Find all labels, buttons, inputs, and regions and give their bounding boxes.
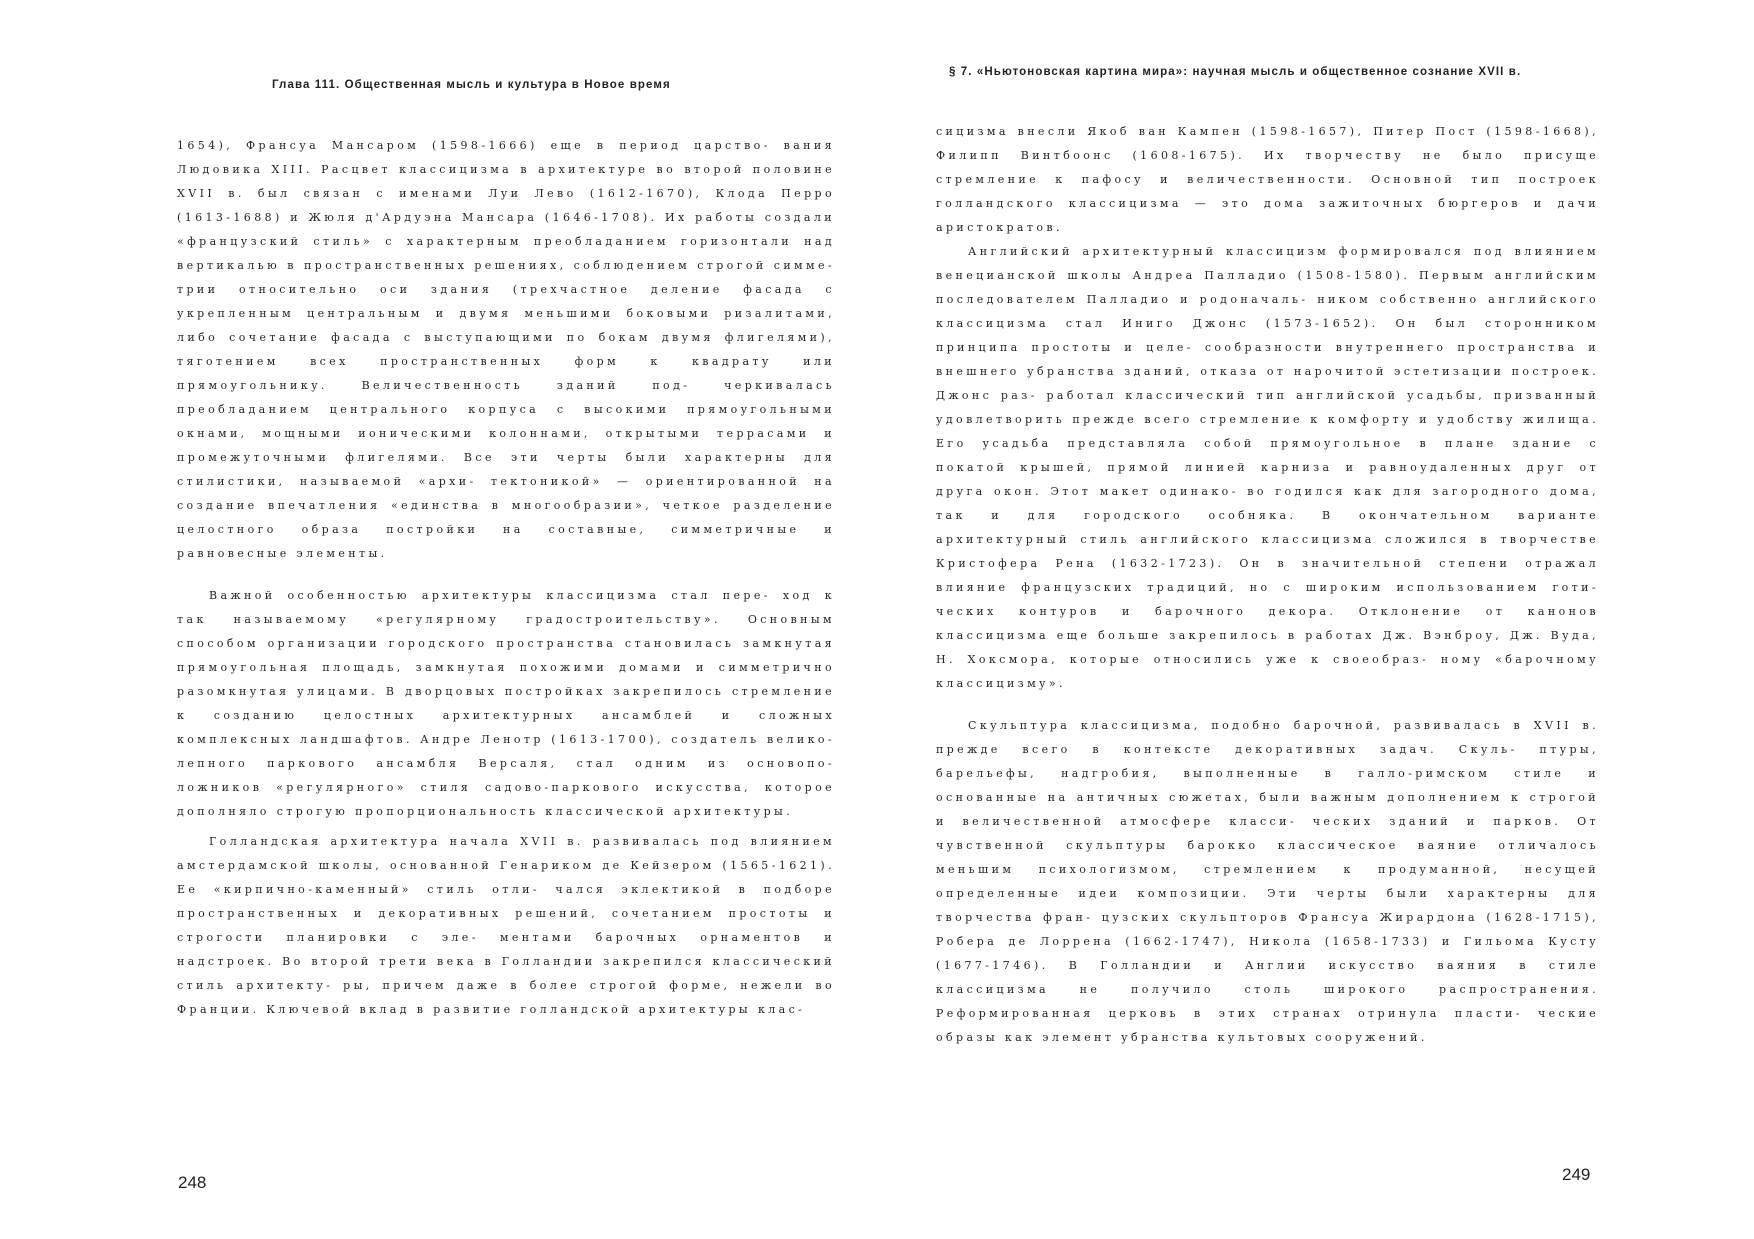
left-body-text <box>177 134 835 1022</box>
left-paragraph-3: Голландская архитектура начала XVII в. развивалась под влиянием амстердамской школы, основанной Генариком де Кейзером (1565-1621). Ее «кирпично-каменный» стиль отли- чался эклектикой в подборе пространственных и декоративных решений, сочетанием простоты и строгости планировки с эле- ментами барочных орнаментов и надстроек. Во второй трети века в Голландии закрепился классический стиль архитекту- ры, причем даже в более строгой форме, нежели во Франции. Ключевой вклад в развитие голландской архитектуры клас- <box>177 835 835 1016</box>
left-page-number: 248 <box>178 1173 207 1192</box>
left-paragraph-2: Важной особенностью архитектуры классицизма стал пере- ход к так называемому «регулярному градостроительству». Основным способом организации городского пространства становилась замкнутая прямоугольная площадь, замкнутая похожими домами и симметрично разомкнутая улицами. В дворцовых постройках закрепилось стремление к созданию целостных архитектурных ансамблей и сложных комплексных ландшафтов. Андре Ленотр (1613-1700), создатель велико- лепного паркового ансамбля Версаля, стал одним из основопо- ложников «регулярного» стиля садово-паркового искусства, которое дополняло строгую пропорциональность классической архитектуры. <box>177 589 835 818</box>
right-running-head: § 7. «Ньютоновская картина мира»: научная мысль и общественное сознание XVII в. <box>949 66 1522 78</box>
right-body-text <box>936 120 1599 1050</box>
right-paragraph-2: Английский архитектурный классицизм формировался под влиянием венецианской школы Андреа Палладио (1508-1580). Первым английским последователем Палладио и родоначаль- ником собственно английского классицизма стал Иниго Джонс (1573-1652). Он был сторонником принципа простоты и целе- сообразности внутреннего пространства и внешнего убранства зданий, отказа от нарочитой эстетизации построек. Джонс раз- работал классический тип английской усадьбы, призванный удовлетворить прежде всего стремление к комфорту и удобству жилища. Его усадьба представляла собой прямоугольное в плане здание с покатой крышей, прямой линией карниза и равноудаленных друг от друга окон. Этот макет одинако- во годился как для загородного дома, так и для городского особняка. В окончательном варианте архитектурный стиль английского классицизма сложился в творчестве Кристофера Рена (1632-1723). Он в значительной степени отражал влияние французских традиций, но с широким использованием готи- ческих контуров и барочного декора. Отклонение от канонов классицизма еще больше закрепилось в работах Дж. Вэнброу, Дж. Вуда, Н. Хоксмора, которые относились уже к своеобраз- ному «барочному классицизму». <box>936 245 1599 690</box>
right-paragraph-3: Скульптура классицизма, подобно барочной, развивалась в XVII в. прежде всего в контексте декоративных задач. Скуль- птуры, барельефы, надгробия, выполненные в галло-римском стиле и основанные на античных сюжетах, были важным дополнением к строгой и величественной атмосфере класси- ческих зданий и парков. От чувственной скульптуры барокко классическое ваяние отличалось меньшим психологизмом, стремлением к продуманной, несущей определенные идеи композиции. Эти черты были характерны для творчества фран- цузских скульпторов Франсуа Жирардона (1628-1715), Робера де Лоррена (1662-1747), Никола (1658-1733) и Гильома Кусту (1677-1746). В Голландии и Англии искусство ваяния в стиле классицизма не получило столь широкого распространения. Реформированная церковь в этих странах отринула пласти- ческие образы как элемент убранства культовых сооружений. <box>936 719 1599 1044</box>
right-paragraph-1: сицизма внесли Якоб ван Кампен (1598-1657), Питер Пост (1598-1668), Филипп Винтбоонс (1608-1675). Их творчеству не было присуще стремление к пафосу и величественности. Основной тип построек голландского классицизма — это дома зажиточных бюргеров и дачи аристократов. <box>936 125 1599 234</box>
left-running-head: Глава 111. Общественная мысль и культура в Новое время <box>272 79 671 91</box>
left-paragraph-1: 1654), Франсуа Мансаром (1598-1666) еще в период царство- вания Людовика XIII. Расцвет классицизма в архитектуре во второй половине XVII в. был связан с именами Луи Лево (1612-1670), Клода Перро (1613-1688) и Жюля д'Ардуэна Мансара (1646-1708). Их работы создали «французский стиль» с характерным преобладанием горизонтали над вертикалью в пространственных решениях, соблюдением строгой симме- трии относительно оси здания (трехчастное деление фасада с укрепленным центральным и двумя меньшими боковыми ризалитами, либо сочетание фасада с выступающими по бокам двумя флигелями), тяготением всех пространственных форм к квадрату или прямоугольнику. Величественность зданий под- черкивалась преобладанием центрального корпуса с высокими прямоугольными окнами, мощными ионическими колоннами, открытыми террасами и промежуточными флигелями. Все эти черты были характерны для стилистики, называемой «архи- тектоникой» — ориентированной на создание впечатления «единства в многообразии», четкое разделение целостного образа постройки на составные, симметричные и равновесные элементы. <box>177 139 835 560</box>
right-page-number: 249 <box>1562 1165 1591 1184</box>
right-page <box>877 0 1754 1239</box>
